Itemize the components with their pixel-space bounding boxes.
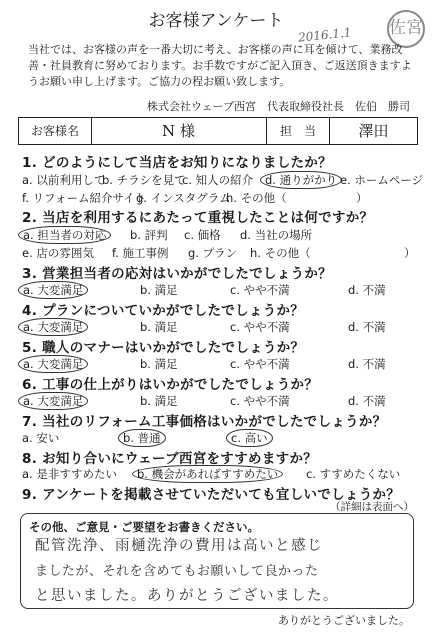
q7-option-b-selected: b. 普通 [118,429,166,447]
q2-option-e: e. 店の雰囲気 [22,246,94,260]
q1-option-h-close: ） [356,191,368,205]
customer-name-value: N 様 [162,122,195,140]
q2-option-f: f. 施工事例 [112,246,169,260]
question-8: 8. お知り合いにウェーブ西宮をすすめますか？ [22,451,318,467]
thanks-text: ありがとうございました。 [278,614,410,627]
q5-option-c: c. やや不満 [230,357,290,371]
intro-text: 当社では、お客様の声を一番大切に考え、お客様の声に耳を傾けて、業務改善・社員教育に努めております。お手数ですがご記入頂き、ご返送頂きますようお願い申し上げます。ご協力の程お願い致します。 [28,43,412,88]
q6-option-c: c. やや不満 [230,394,290,408]
q3-option-b: b. 満足 [140,283,178,297]
approval-stamp: 佐宮 [387,10,425,48]
customer-name-label: お客様名 [19,118,92,144]
q7-option-a: a. 安い [22,431,60,445]
q6-option-d: d. 不満 [348,394,386,408]
company-signature: 株式会社ウェーブ西宮 代表取締役社長 佐伯 勝司 [146,100,410,113]
staff-value: 澤田 [358,122,389,140]
comment-line-1: 配管洗浄、雨樋洗浄の費用は高いと感じ [35,538,323,554]
question-5: 5. 職人のマナーはいかがでしたでしょうか？ [22,340,305,356]
q1-option-c: c. 知人の紹介 [182,173,254,187]
q8-option-b-selected: b. 機会があればすすめたい [132,465,283,483]
question-1: 1. どのようにして当店をお知りになりましたか？ [22,155,332,171]
q4-option-b: b. 満足 [140,320,178,334]
q5-option-b: b. 満足 [140,357,178,371]
question-3: 3. 営業担当者の応対はいかがでしたでしょうか？ [22,266,332,282]
q5-option-a-selected: a. 大変満足 [18,355,88,373]
comment-line-2: ましたが、それを含めてもお願いして良かった [35,564,319,579]
q4-option-a-selected: a. 大変満足 [18,318,88,336]
q5-option-d: d. 不満 [348,357,386,371]
q3-option-d: d. 不満 [348,283,386,297]
q1-option-e: e. ホームページ [340,173,424,187]
page-title: お客様アンケート [148,11,284,31]
q2-option-a-selected: a. 担当者の対応 [18,226,111,244]
q2-option-g: g. プラン [188,246,238,260]
q8-option-c: c. すすめたくない [306,467,401,481]
question-7: 7. 当社のリフォーム工事価格はいかがでしたでしょうか？ [22,414,387,430]
q4-option-d: d. 不満 [348,320,386,334]
q2-option-b: b. 評判 [130,228,168,242]
q2-option-c: c. 価格 [184,228,221,242]
q4-option-c: c. やや不満 [230,320,290,334]
q6-option-a-selected: a. 大変満足 [18,392,88,410]
q1-option-d-selected: d. 通りがかり [260,171,342,189]
q3-option-a-selected: a. 大変満足 [18,281,88,299]
q1-option-f: f. リフォーム紹介サイト [22,191,147,205]
q3-option-c: c. やや不満 [230,283,290,297]
question-6: 6. 工事の仕上がりはいかがでしたでしょうか？ [22,377,319,393]
q1-option-b: b. チラシを見て [102,173,186,187]
q2-option-h-close: ） [404,246,416,260]
q7-option-c-selected: c. 高い [226,429,273,447]
detail-note: （詳細は表面へ） [330,501,414,513]
q8-option-a: a. 是非すすめたい [22,467,117,481]
q2-option-d: d. 当社の場所 [240,228,313,242]
question-2: 2. 当店を利用するにあたって重視したことは何ですか？ [22,210,374,226]
handwritten-date: 2016.1.1 [297,25,353,45]
q2-option-h: h. その他（ [250,246,311,260]
comment-handwritten [35,534,407,609]
question-4: 4. プランについていかがでしたでしょうか？ [22,303,305,319]
comment-line-3: と思いました。ありがとうございました。 [35,588,339,604]
question-9: 9. アンケートを掲載させていただいても宜しいでしょうか？ [22,487,401,503]
q1-option-g: g. インスタグラム [136,191,231,205]
q1-option-a: a. 以前利用して [22,173,106,187]
q6-option-b: b. 満足 [140,394,178,408]
q1-option-h: h. その他（ [226,191,287,205]
comment-box [20,513,414,609]
customer-info-box [18,117,418,145]
staff-label: 担 当 [266,118,330,144]
comment-title: その他、ご意見・ご要望をお書きください。 [29,520,259,534]
